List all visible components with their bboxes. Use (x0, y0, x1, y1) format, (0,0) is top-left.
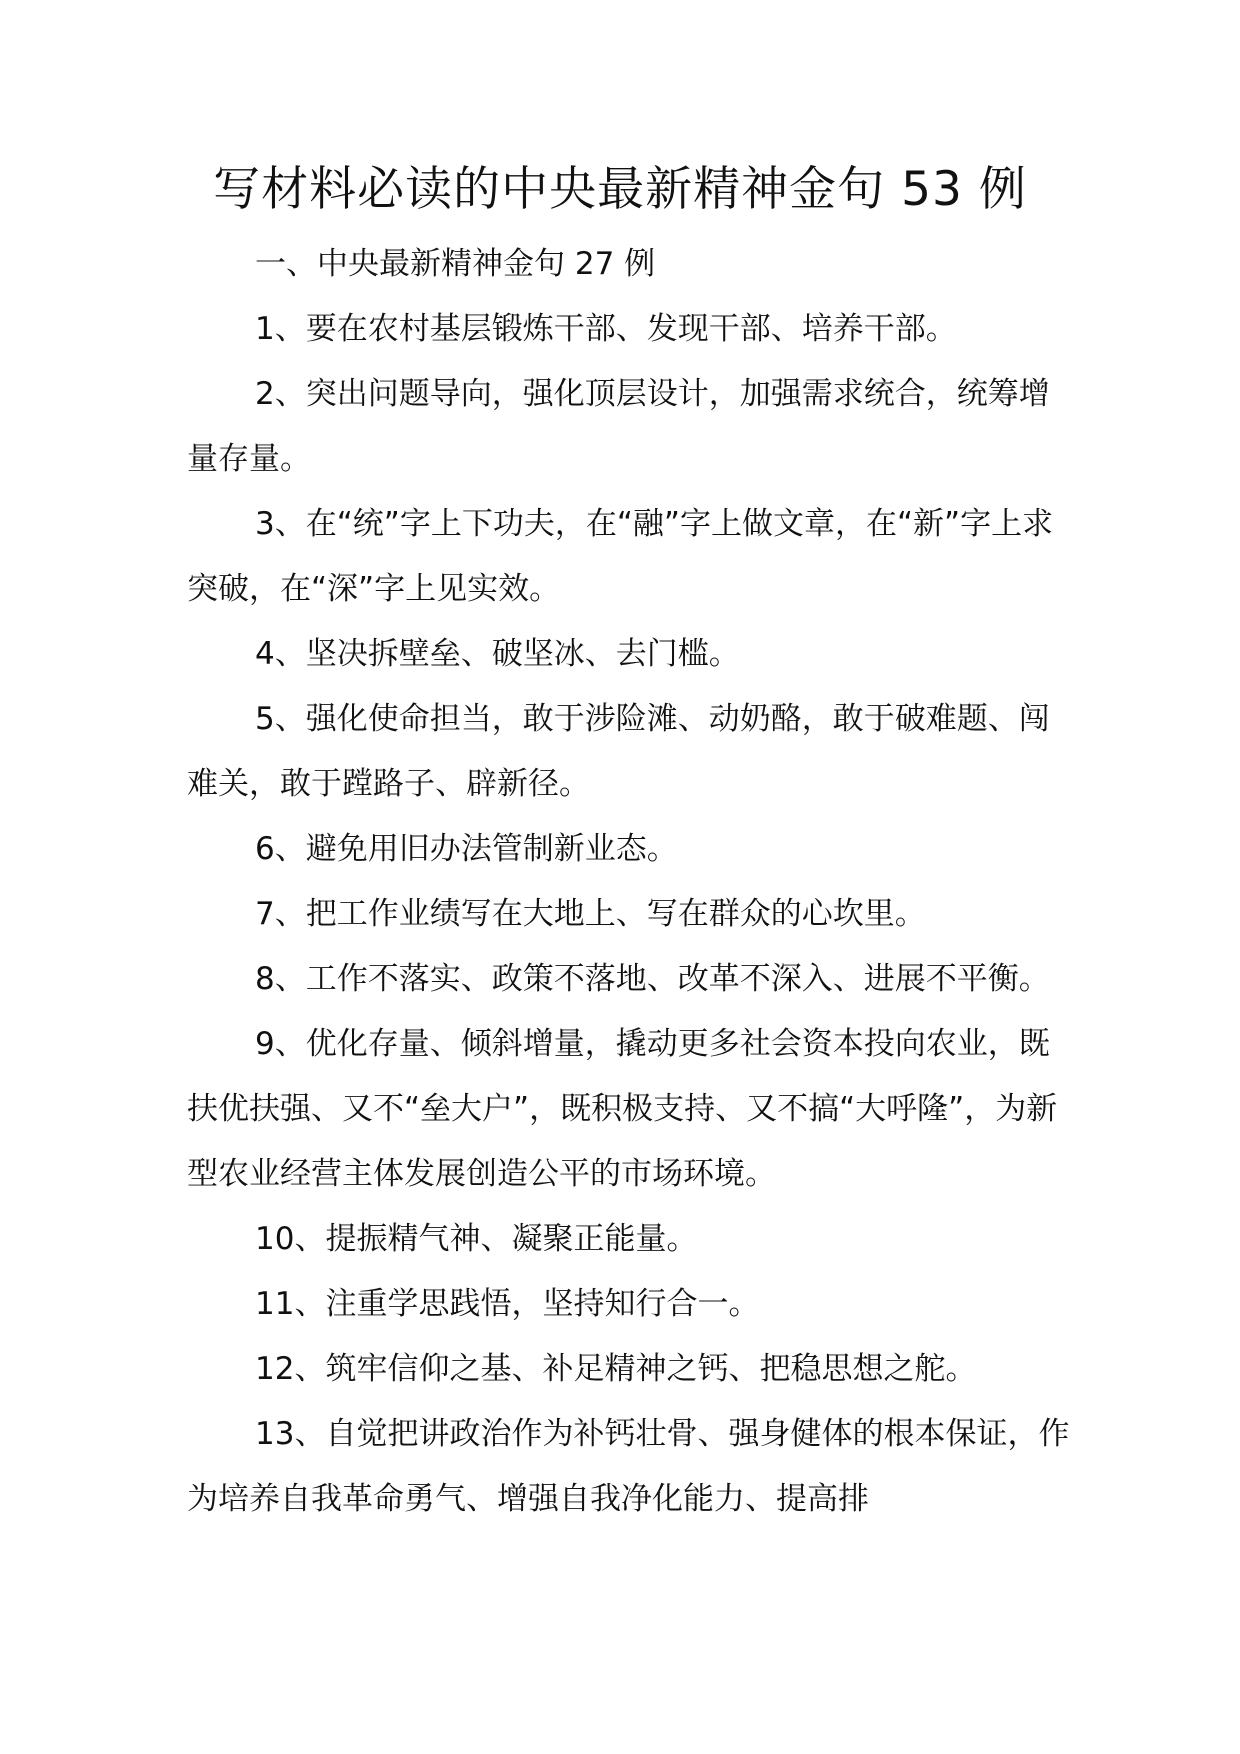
list-item: 7、把工作业绩写在大地上、写在群众的心坎里。 (255, 896, 926, 932)
list-item: 8、工作不落实、政策不落地、改革不深入、进展不平衡。 (255, 961, 1050, 997)
list-item: 6、避免用旧办法管制新业态。 (255, 831, 678, 867)
list-item: 11、注重学思践悟，坚持知行合一。 (255, 1286, 760, 1322)
document-body (187, 232, 1077, 1532)
list-item: 5、强化使命担当，敢于涉险滩、动奶酪，敢于破难题、闯难关，敢于蹚路子、辟新径。 (187, 701, 1050, 802)
list-item: 1、要在农村基层锻炼干部、发现干部、培养干部。 (255, 311, 957, 347)
list-item: 4、坚决拆壁垒、破坚冰、去门槛。 (255, 636, 740, 672)
list-item: 3、在“统”字上下功夫，在“融”字上做文章，在“新”字上求突破，在“深”字上见实效。 (187, 506, 1054, 607)
list-item: 10、提振精气神、凝聚正能量。 (255, 1221, 698, 1257)
document-title: 写材料必读的中央最新精神金句 53 例 (213, 162, 1027, 217)
list-item: 13、自觉把讲政治作为补钙壮骨、强身健体的根本保证，作为培养自我革命勇气、增强自我净化能力、提高排 (187, 1416, 1070, 1517)
list-item: 2、突出问题导向，强化顶层设计，加强需求统合，统筹增量存量。 (187, 376, 1050, 477)
list-item: 12、筑牢信仰之基、补足精神之钙、把稳思想之舵。 (255, 1351, 977, 1387)
list-item: 9、优化存量、倾斜增量，撬动更多社会资本投向农业，既扶优扶强、又不“垒大户”，既积极支持、又不搞“大呼隆”，为新型农业经营主体发展创造公平的市场环境。 (187, 1026, 1058, 1192)
section-heading: 一、中央最新精神金句 27 例 (255, 246, 656, 282)
